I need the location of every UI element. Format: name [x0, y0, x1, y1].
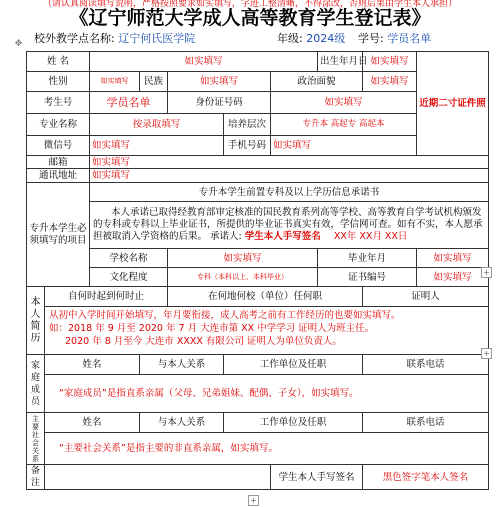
resume-col-time: 自何时起到何时止: [45, 287, 168, 307]
resume-col-witness: 证明人: [363, 287, 489, 307]
zsb-signer-label: 承诺人:: [210, 231, 242, 242]
resize-handle-bottom-icon[interactable]: +: [248, 495, 259, 506]
resume-line-2: 如：2018 年 9 月至 2020 年 7 月 大连市第 XX 中学学习 证明人为班主任。: [49, 323, 375, 334]
grade-label: 年级:: [277, 32, 303, 45]
social-side-label: 主要社会关系: [27, 413, 45, 465]
edu-level-label: 文化程度: [90, 268, 168, 287]
grad-time-value[interactable]: 如实填写: [417, 249, 489, 268]
wechat-value[interactable]: 如实填写: [90, 136, 224, 156]
level-value[interactable]: 专升本 高起专 高起本: [271, 114, 417, 136]
major-value[interactable]: 按录取填写: [90, 114, 224, 136]
mobile-label: 手机号码: [224, 136, 271, 156]
resume-col-unit: 在何地何校（单位）任何职: [168, 287, 363, 307]
zsb-side-label: 专升本学生必须填写的项目: [27, 183, 90, 287]
school-name-label: 学校名称: [90, 249, 168, 268]
family-col-relation: 与本人关系: [140, 355, 224, 375]
political-label: 政治面貌: [271, 72, 363, 92]
registration-table: [26, 51, 489, 490]
name-value[interactable]: 如实填写: [90, 52, 318, 72]
resume-side-label: 本人简历: [27, 287, 45, 355]
student-id-label: 学号:: [358, 32, 384, 45]
ethnic-value[interactable]: 如实填写: [168, 72, 271, 92]
major-label: 专业名称: [27, 114, 90, 136]
social-col-unit: 工作单位及任职: [224, 413, 363, 433]
zsb-pledge-text: 本人承诺已取得经教育部审定核准的国民教育系列高等学校、高等教育自学考试机构颁发的专科或专科以上毕业证书，所提供的毕业证书真实有效，学信网可查。如有不实，本人愿承担被取消入学资格的后果。: [93, 207, 483, 242]
address-label: 通讯地址: [27, 169, 90, 183]
school-name-value[interactable]: 如实填写: [168, 249, 318, 268]
zsb-date-value[interactable]: XX年 XX月 XX日: [333, 231, 408, 242]
grad-time-label: 毕业年月: [318, 249, 417, 268]
gender-label: 性别: [27, 72, 90, 92]
social-col-phone: 联系电话: [363, 413, 489, 433]
resume-content[interactable]: [45, 307, 489, 355]
resize-handle-right-icon[interactable]: +: [481, 267, 492, 278]
signature-value[interactable]: 黑色签字笔本人签名: [363, 465, 489, 490]
edu-level-value[interactable]: 专科（本科以上、本科毕业）: [168, 268, 318, 287]
exam-number-label: 考生号: [27, 92, 90, 114]
move-handle-icon[interactable]: ✥: [14, 39, 23, 49]
wechat-label: 微信号: [27, 136, 90, 156]
family-col-name: 姓名: [45, 355, 140, 375]
social-col-relation: 与本人关系: [140, 413, 224, 433]
grade-value: 2024级: [306, 32, 346, 45]
resize-handle-right-lower-icon[interactable]: +: [481, 348, 492, 359]
center-field: [34, 31, 195, 47]
zsb-signer-value[interactable]: 学生本人手写签名: [244, 231, 321, 242]
resume-line-1: 从初中入学时间开始填写，年月要衔接，成人高考之前有工作经历的也要如实填写。: [49, 310, 401, 321]
birth-value[interactable]: 如实填写: [363, 52, 417, 72]
zsb-header: 专升本学生前置专科及以上学历信息承诺书: [90, 183, 489, 202]
name-label: 姓 名: [27, 52, 90, 72]
gender-value[interactable]: 如实填写: [90, 72, 140, 92]
family-side-label: 家庭成员: [27, 355, 45, 413]
id-number-value[interactable]: 如实填写: [271, 92, 417, 114]
social-note[interactable]: “主要社会关系”是指主要的非直系亲属，如实填写。: [45, 433, 489, 465]
top-note: （请认真阅读填写说明，严格按照要求如实填写，字迹工整清晰，不得涂改，否则后果由学生本人承担）: [42, 0, 457, 9]
grade-field: [277, 31, 345, 47]
resume-line-3: 2020 年 8 月至今 大连市 XXXX 有限公司 证明人为单位负责人。: [65, 336, 342, 347]
birth-label: 出生年月日: [318, 52, 363, 72]
signature-label: 学生本人手写签名: [271, 465, 363, 490]
center-value: 辽宁何氏医学院: [118, 32, 196, 45]
cert-number-value[interactable]: 如实填写: [417, 268, 489, 287]
photo-box[interactable]: 近期二寸证件照: [417, 52, 489, 156]
remark-side-label: 备注: [27, 465, 45, 490]
family-col-phone: 联系电话: [363, 355, 489, 375]
ethnic-label: 民族: [140, 72, 168, 92]
student-id-value: 学员名单: [387, 32, 432, 45]
address-value[interactable]: 如实填写: [90, 169, 489, 183]
family-note[interactable]: “家庭成员”是指直系亲属（父母、兄弟姐妹、配偶、子女），如实填写。: [45, 375, 489, 413]
political-value[interactable]: 如实填写: [363, 72, 417, 92]
id-number-label: 身份证号码: [168, 92, 271, 114]
cert-number-label: 证书编号: [318, 268, 417, 287]
zsb-pledge-cell: [90, 202, 489, 249]
remark-empty[interactable]: [45, 465, 271, 490]
social-col-name: 姓名: [45, 413, 140, 433]
center-label: 校外教学点名称:: [34, 32, 115, 45]
family-col-unit: 工作单位及任职: [224, 355, 363, 375]
exam-number-value[interactable]: 学员名单: [90, 92, 168, 114]
student-id-field: [358, 31, 431, 47]
email-label: 邮箱: [27, 156, 90, 169]
page-title: 《辽宁师范大学成人高等教育学生登记表》: [69, 7, 431, 29]
level-label: 培养层次: [224, 114, 271, 136]
email-value[interactable]: 如实填写: [90, 156, 489, 169]
mobile-value[interactable]: 如实填写: [271, 136, 417, 156]
